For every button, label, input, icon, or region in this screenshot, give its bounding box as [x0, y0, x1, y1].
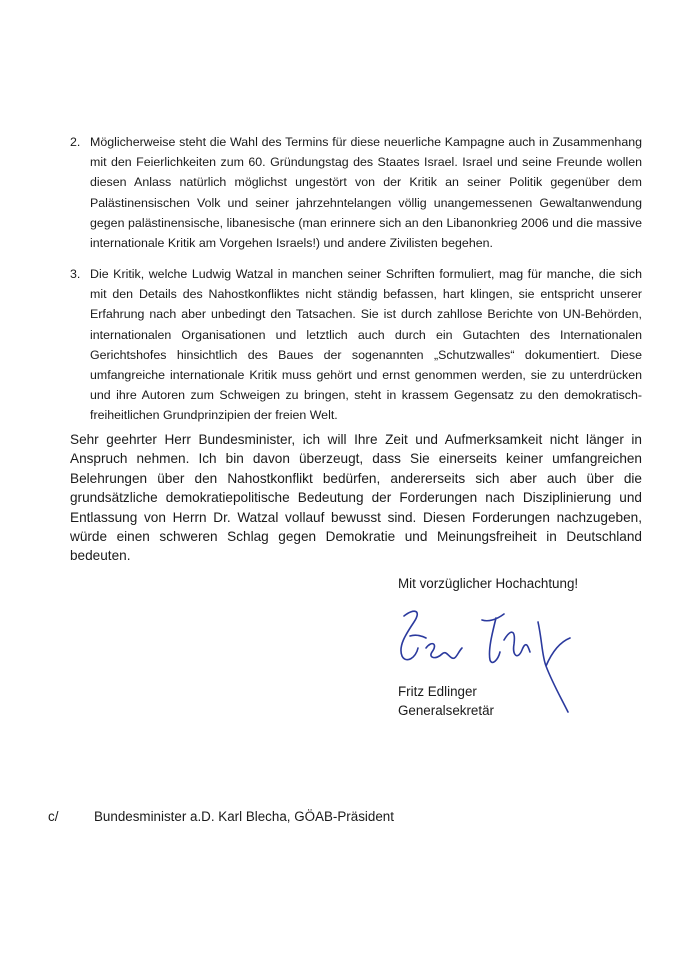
- numbered-paragraph-2: [70, 132, 642, 253]
- signer-name: Fritz Edlinger: [398, 684, 477, 699]
- closing-paragraph: Sehr geehrter Herr Bundesminister, ich will Ihre Zeit und Aufmerksamkeit nicht länger in Anspruch nehmen. Ich bin davon überzeugt, dass Sie einerseits keiner umfangreichen Belehrungen über den Nahostkonflikt bedürfen, andererseits sich aber auch über die grundsätzliche demokratiepolitische Bedeutung der Forderungen nach Disziplinierung und Entlassung von Herrn Dr. Watzal vollauf bewusst sind. Diesen Forderungen nachzugeben, würde einen schweren Schlag gegen Demokratie und Meinungsfreiheit in Deutschland bedeuten.: [70, 432, 642, 564]
- signer-title: Generalsekretär: [398, 703, 495, 718]
- greeting: Mit vorzüglicher Hochachtung!: [398, 576, 579, 591]
- paragraph-text: Möglicherweise steht die Wahl des Termins für diese neuerliche Kampagne auch in Zusammenhang mit den Feierlichkeiten zum 60. Gründungstag des Staates Israel. Israel und seine Freunde wollen diesen Anlass natürlich möglichst ungestört von der Kritik an seiner Politik gegenüber dem Palästinensischen Volk und seiner jahrzehntelangen völlig unangemessenen Gewaltanwendung gegen palästinensische, libanesische (man erinnere sich an den Libanonkrieg 2006 und die massive internationale Kritik am Vorgehen Israels!) und andere Zivilisten begehen.: [90, 135, 642, 251]
- paragraph-text: Die Kritik, welche Ludwig Watzal in manchen seiner Schriften formuliert, mag für manche, die sich mit den Details des Nahostkonfliktes nicht ständig befassen, hart klingen, sie entspricht unserer Erfahrung nach aber unbedingt den Tatsachen. Sie ist durch zahllose Berichte von UN-Behörden, internationalen Organisationen und letztlich auch durch ein Gutachten des Internationalen Gerichtshofes hinsichtlich des Baues der sogenannten „Schutzwalles“ dokumentiert. Diese umfangreiche internationale Kritik muss gehört und ernst genommen werden, sie zu unterdrücken und ihre Autoren zum Schweigen zu bringen, steht in krassem Gegensatz zu den demokratisch-freiheitlichen Grundprinzipien der freien Welt.: [90, 267, 642, 423]
- signer-block: [398, 682, 494, 720]
- paragraph-number: 2.: [70, 135, 81, 149]
- cc-recipient: Bundesminister a.D. Karl Blecha, GÖAB-Präsident: [94, 809, 394, 824]
- cc-mark: c/: [48, 809, 59, 824]
- numbered-paragraph-3: [70, 264, 642, 426]
- paragraph-number: 3.: [70, 267, 81, 281]
